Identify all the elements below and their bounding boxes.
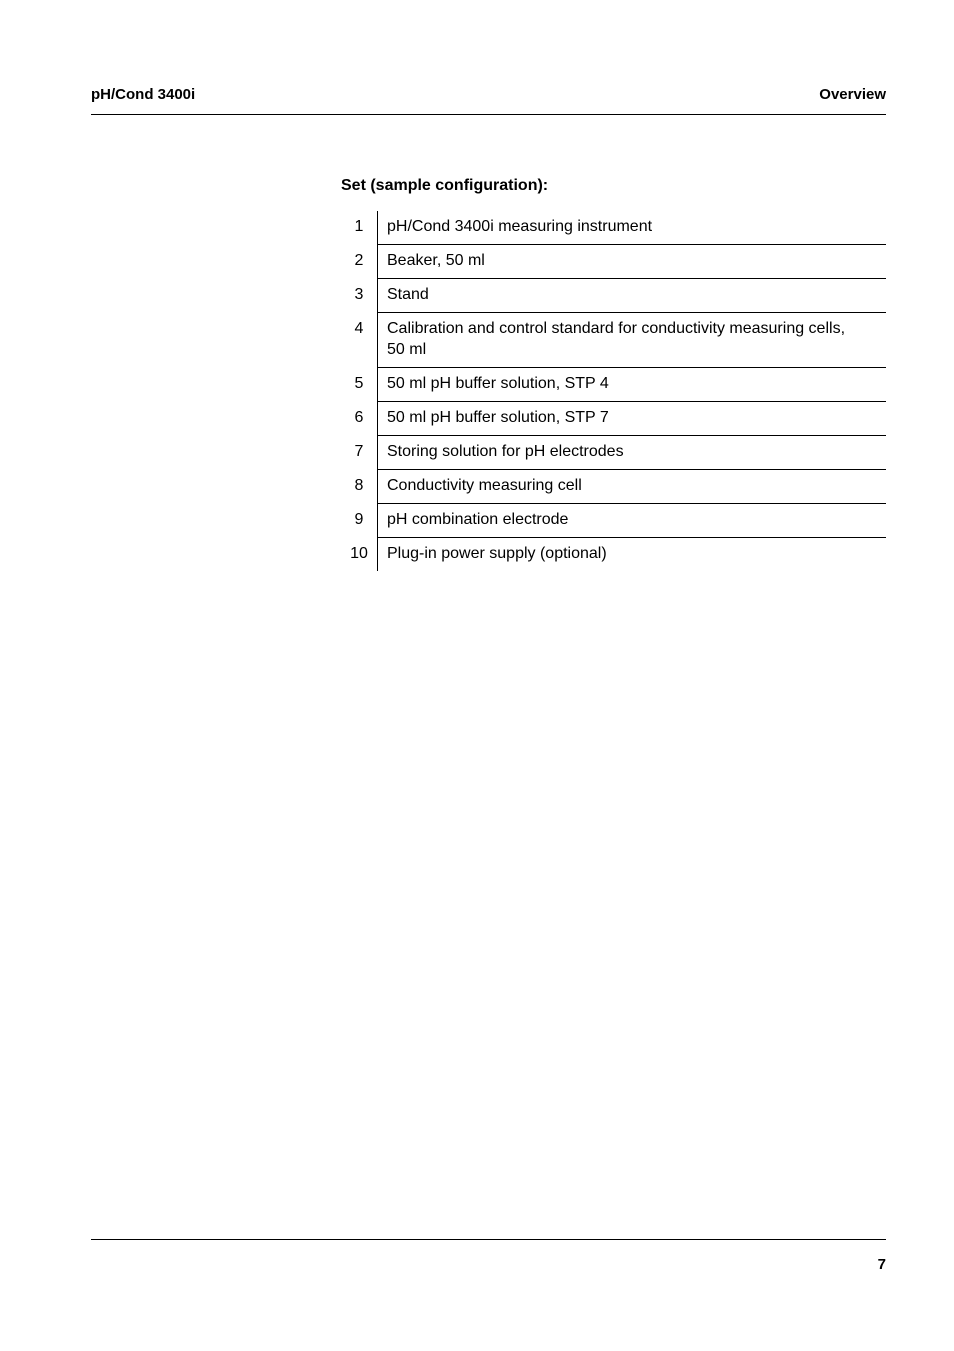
part-description: Conductivity measuring cell: [378, 470, 887, 504]
part-description: pH/Cond 3400i measuring instrument: [387, 218, 653, 235]
part-number: 2: [341, 245, 378, 279]
part-description: Beaker, 50 ml: [378, 245, 887, 279]
part-number: 1: [341, 211, 378, 245]
page-header: [91, 86, 886, 115]
footer-divider: [91, 1239, 886, 1240]
page-number: 7: [877, 1256, 886, 1273]
table-row: [341, 436, 886, 470]
part-description: Plug-in power supply (optional): [378, 538, 887, 572]
part-number: 9: [341, 504, 378, 538]
table-row: [341, 470, 886, 504]
part-number: 7: [341, 436, 378, 470]
part-number: 3: [341, 279, 378, 313]
part-number: 4: [341, 313, 378, 368]
part-number: 6: [341, 402, 378, 436]
table-row: [341, 245, 886, 279]
section-title: Set (sample configuration):: [341, 177, 549, 194]
table-row: [341, 313, 886, 368]
part-number: 8: [341, 470, 378, 504]
table-row: [341, 211, 886, 245]
table-row: [341, 402, 886, 436]
header-product-name: pH/Cond 3400i: [91, 86, 196, 103]
table-row: [341, 368, 886, 402]
table-row: [341, 504, 886, 538]
header-section-name: Overview: [819, 86, 886, 103]
part-number: 10: [341, 538, 378, 572]
part-description: Storing solution for pH electrodes: [378, 436, 887, 470]
part-description: pH combination electrode: [378, 504, 887, 538]
part-number: 5: [341, 368, 378, 402]
part-description: 50 ml pH buffer solution, STP 4: [378, 368, 887, 402]
parts-table: [341, 211, 886, 571]
part-description: Calibration and control standard for conductivity measuring cells, 50 ml: [378, 313, 887, 368]
table-row: [341, 279, 886, 313]
table-row: [341, 538, 886, 572]
part-description: 50 ml pH buffer solution, STP 7: [378, 402, 887, 436]
part-description: Stand: [378, 279, 887, 313]
